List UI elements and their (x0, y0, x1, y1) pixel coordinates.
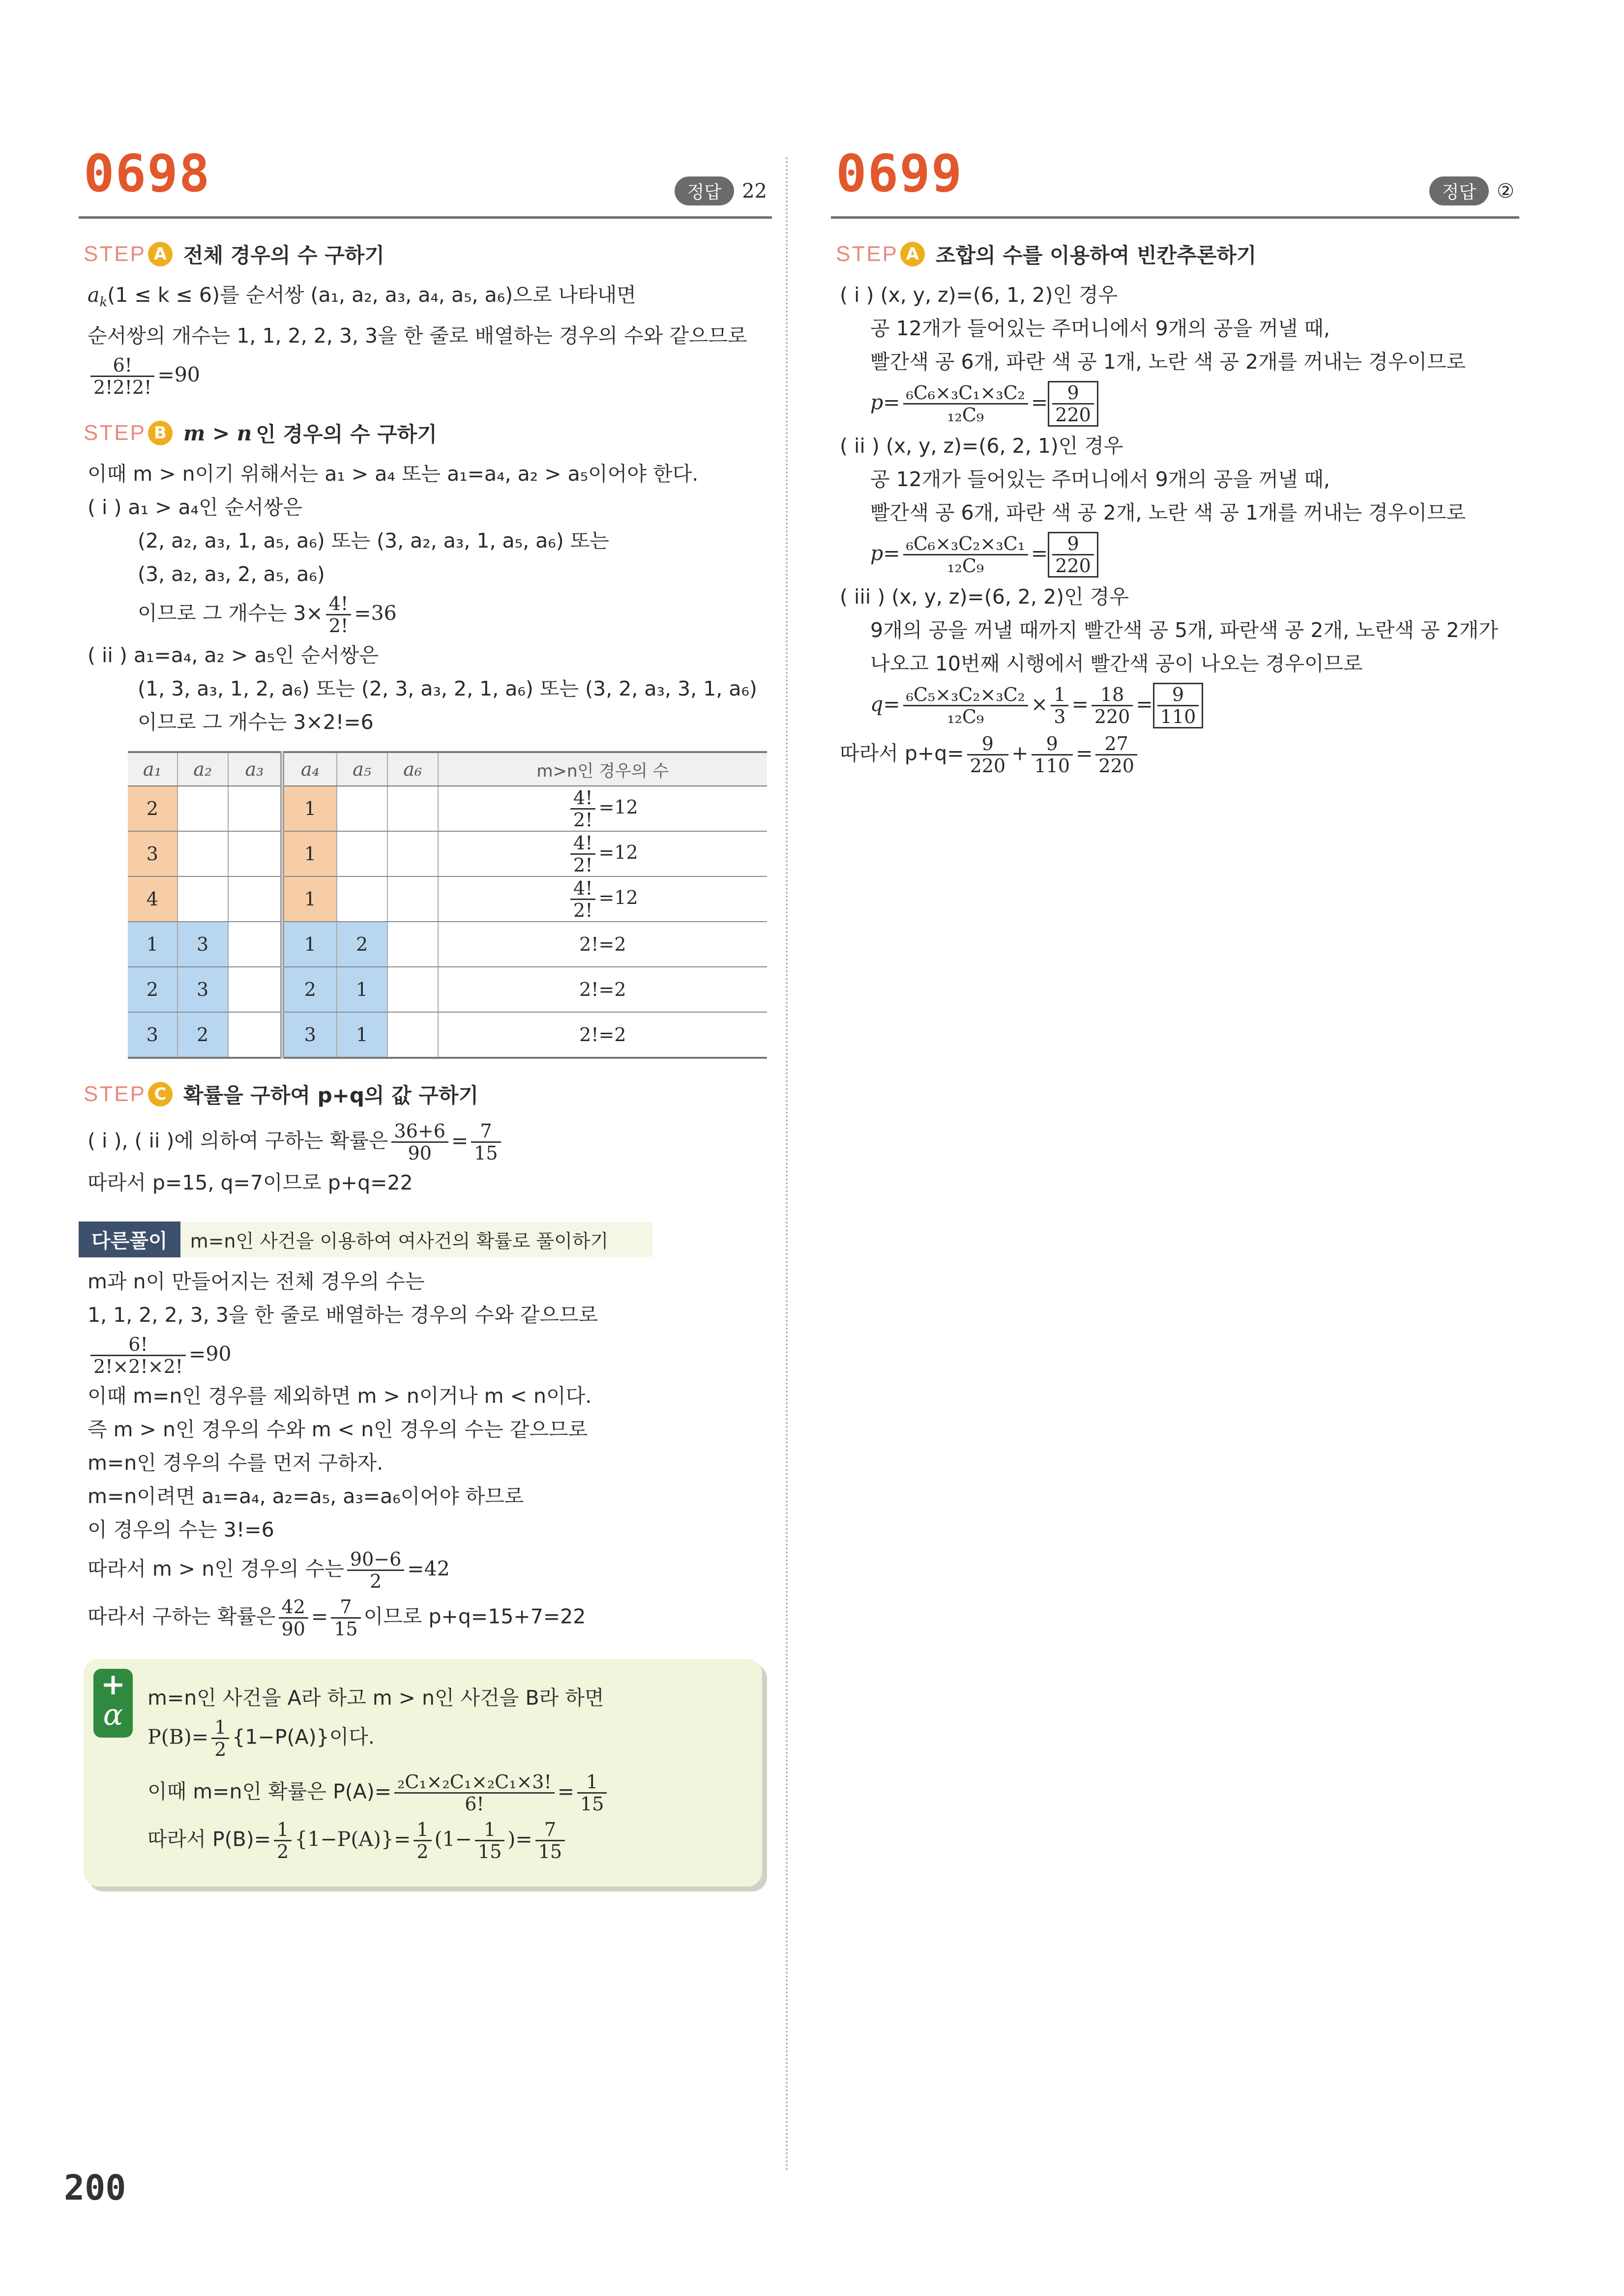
step-word: STEP (836, 242, 898, 266)
step-letter: A (900, 242, 925, 266)
table-row: 2 3 2 1 2!=2 (128, 967, 767, 1012)
fraction: $\frac{4!}{2!}$ (326, 593, 351, 636)
table-header: a₂ (177, 752, 228, 786)
text-line: 이 경우의 수는 3!=6 (88, 1518, 274, 1542)
step-title: 인 경우의 수 구하기 (256, 422, 437, 447)
text-line: 이므로 그 개수는 3×2!=6 (138, 710, 374, 734)
table-row: 2 1 $\frac{4!}{2!}$ =12 (128, 786, 767, 831)
alt-title: m=n인 사건을 이용하여 여사건의 확률로 풀이하기 (180, 1222, 652, 1257)
text-line: 즉 m > n인 경우의 수와 m < n인 경우의 수는 같으므로 (88, 1418, 588, 1442)
text-line: m=n인 사건을 A라 하고 m > n인 사건을 B라 하면 (148, 1686, 604, 1710)
step-word: STEP (84, 421, 146, 445)
table-row: 1 3 1 2 2!=2 (128, 922, 767, 967)
table-header: a₃ (228, 752, 282, 786)
problem-0699 (831, 144, 1519, 781)
alternative-solution-heading (79, 1221, 772, 1257)
step-title: 조합의 수를 이용하여 빈칸추론하기 (935, 243, 1257, 267)
formula-line: 이때 m=n인 확률은 P(A)= $\frac{\text{₂C₁×₂C₁×₂C₁×3!}}{6!}$ = $\frac{1}{15}$ (148, 1772, 742, 1814)
table-header: a₅ (337, 752, 387, 786)
step-a-heading (84, 239, 772, 269)
column-divider (786, 157, 788, 2173)
problem-header (831, 144, 1519, 219)
formula-line: $\frac{6!}{2!\times 2!\times 2!}$ =90 (88, 1334, 772, 1377)
alt-tag: 다른풀이 (79, 1221, 180, 1257)
plus-alpha-icon: + α (93, 1669, 133, 1738)
text-line: $a_k(1 \le k \le 6)$를 순서쌍 (a₁, a₂, a₃, a₄, a₅, a₆)으로 나타내면 (88, 283, 636, 310)
case-heading: ( iii ) (x, y, z)=(6, 2, 2)인 경우 (840, 585, 1129, 609)
fraction: $\frac{6!}{2!2!2!}$ (90, 355, 154, 398)
answer-box (1429, 176, 1514, 205)
step-title: 확률을 구하여 p+q의 값 구하기 (183, 1083, 479, 1108)
table-row: 3 2 3 1 2!=2 (128, 1012, 767, 1058)
table-header: a₁ (128, 752, 177, 786)
table-header-row (128, 752, 767, 786)
formula-line: p= $\frac{\text{₆C₆×₃C₁×₃C₂}}{\text{₁₂C₉}}$ = $\frac{9}{220}$ (870, 381, 1519, 427)
problem-number: 0699 (836, 144, 963, 203)
formula-line: 따라서 p+q= $\frac{9}{220}$ + $\frac{9}{110}$ = $\frac{27}{220}$ (840, 733, 1519, 776)
page-number: 200 (64, 2168, 126, 2208)
text-line: m과 n이 만들어지는 전체 경우의 수는 (88, 1270, 425, 1294)
formula-line: p= $\frac{\text{₆C₆×₃C₂×₃C₁}}{\text{₁₂C₉}}$ = $\frac{9}{220}$ (870, 532, 1519, 578)
text-line: 공 12개가 들어있는 주머니에서 9개의 공을 꺼낼 때, (870, 467, 1330, 491)
problem-header (79, 144, 772, 219)
text-line: m=n이려면 a₁=a₄, a₂=a₅, a₃=a₆이어야 하므로 (88, 1484, 524, 1509)
case-heading: ( ii ) a₁=a₄, a₂ > a₅인 순서쌍은 (88, 643, 379, 668)
text-line: m=n인 경우의 수를 먼저 구하자. (88, 1451, 384, 1475)
formula-line: 따라서 P(B)= $\frac{1}{2}$ {1−P(A)}= $\frac{1}{2}$ (1− $\frac{1}{15}$ )= $\frac{7}{15}$ (148, 1819, 742, 1862)
text-line: 따라서 p=15, q=7이므로 p+q=22 (88, 1171, 413, 1195)
step-word: STEP (84, 1082, 146, 1106)
formula-line: q= $\frac{\text{₆C₅×₃C₂×₃C₂}}{\text{₁₂C₉}}$ × $\frac{1}{3}$ = $\frac{18}{220}$ = $\frac{9}{110}$ (870, 683, 1519, 728)
formula-line: $\frac{6!}{2!2!2!}$ =90 (88, 355, 772, 398)
answer-tag: 정답 (675, 176, 735, 205)
case-heading: ( ii ) (x, y, z)=(6, 2, 1)인 경우 (840, 434, 1123, 458)
text-line: 나오고 10번째 시행에서 빨간색 공이 나오는 경우이므로 (870, 652, 1363, 675)
step-letter: B (148, 421, 173, 445)
text-line: 빨간색 공 6개, 파란 색 공 1개, 노란 색 공 2개를 꺼내는 경우이므로 (870, 350, 1466, 374)
table-row: 4 1 $\frac{4!}{2!}$ =12 (128, 876, 767, 922)
text-line: 1, 1, 2, 2, 3, 3을 한 줄로 배열하는 경우의 수와 같으므로 (88, 1303, 598, 1327)
tip-box (84, 1659, 762, 1887)
text-line: 이때 m > n이기 위해서는 a₁ > a₄ 또는 a₁=a₄, a₂ > a₅이어야 한다. (88, 462, 699, 486)
step-letter: C (148, 1082, 173, 1106)
text-line: (3, a₂, a₃, 2, a₅, a₆) (138, 562, 325, 586)
table-header: a₄ (282, 752, 336, 786)
case-heading: ( i ) (x, y, z)=(6, 1, 2)인 경우 (840, 283, 1118, 307)
text-line: 공 12개가 들어있는 주머니에서 9개의 공을 꺼낼 때, (870, 317, 1330, 340)
formula-line: P(B)= $\frac{1}{2}$ {1−P(A)}이다. (148, 1716, 375, 1761)
text-line: 순서쌍의 개수는 1, 1, 2, 2, 3, 3을 한 줄로 배열하는 경우의 수와 같으므로 (88, 324, 747, 348)
answer-tag: 정답 (1429, 176, 1489, 205)
cases-table (128, 751, 767, 1059)
formula-line: ( i ), ( ii )에 의하여 구하는 확률은 $\frac{36+6}{90}$ = $\frac{7}{15}$ (88, 1121, 772, 1163)
formula-line: 따라서 구하는 확률은 $\frac{42}{90}$ = $\frac{7}{15}$ 이므로 p+q=15+7=22 (88, 1596, 586, 1640)
step-b-heading: STEP B m > n 인 경우의 수 구하기 (84, 418, 772, 448)
answer-value: ② (1497, 179, 1514, 203)
text-line: 빨간색 공 6개, 파란 색 공 2개, 노란 색 공 1개를 꺼내는 경우이므로 (870, 501, 1466, 524)
answer-box (675, 176, 767, 205)
step-c-heading (84, 1079, 772, 1109)
text-line: (1, 3, a₃, 1, 2, a₆) 또는 (2, 3, a₃, 2, 1, a₆) 또는 (3, 2, a₃, 3, 1, a₆) (138, 677, 757, 701)
text-line: 이때 m=n인 경우를 제외하면 m > n이거나 m < n이다. (88, 1384, 592, 1408)
table-row: 3 1 $\frac{4!}{2!}$ =12 (128, 831, 767, 876)
step-title: 전체 경우의 수 구하기 (183, 243, 384, 267)
case-heading: ( i ) a₁ > a₄인 순서쌍은 (88, 495, 303, 520)
table-header: m>n인 경우의 수 (438, 752, 767, 786)
answer-value: 22 (742, 179, 767, 203)
problem-0698 (79, 144, 772, 1887)
text-line: 9개의 공을 꺼낼 때까지 빨간색 공 5개, 파란색 공 2개, 노란색 공 2개가 (870, 618, 1498, 642)
table-header: a₆ (387, 752, 438, 786)
formula-line: 따라서 m > n인 경우의 수는 $\frac{90-6}{2}$ =42 (88, 1548, 450, 1593)
step-word: STEP (84, 242, 146, 266)
step-a-heading (836, 239, 1519, 269)
text-line: (2, a₂, a₃, 1, a₅, a₆) 또는 (3, a₂, a₃, 1, a₅, a₆) 또는 (138, 529, 609, 553)
step-letter: A (148, 242, 173, 266)
formula-line: 이므로 그 개수는 3× $\frac{4!}{2!}$ =36 (138, 593, 397, 637)
problem-number: 0698 (84, 144, 211, 203)
